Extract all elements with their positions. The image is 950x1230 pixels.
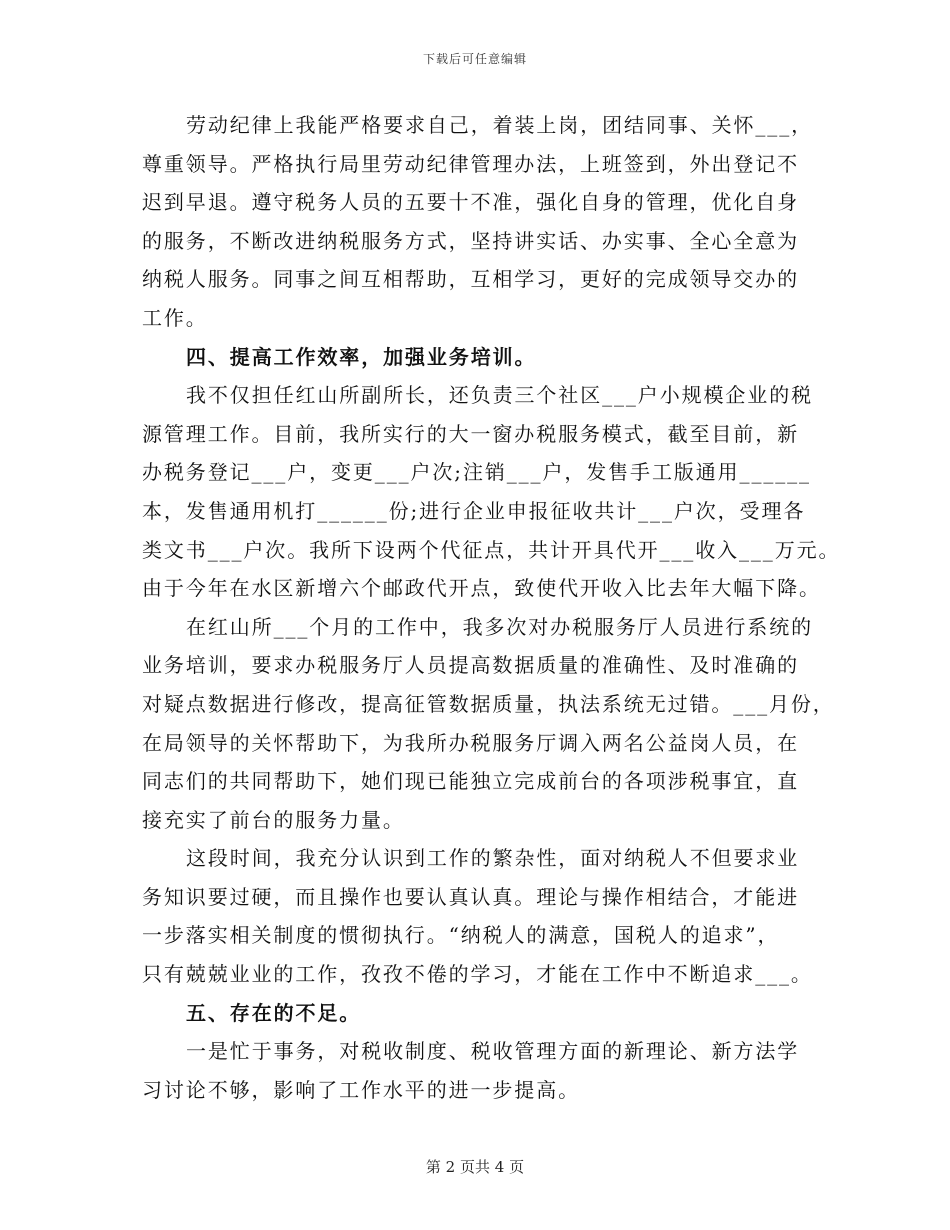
paragraph-line: 一步落实相关制度的惯彻执行。“纳税人的满意，国税人的追求”， (142, 923, 780, 948)
page-footer: 第 2 页共 4 页 (425, 1158, 525, 1176)
paragraph-line: 务知识要过硬，而且操作也要认真认真。理论与操作相结合，才能进 (142, 884, 799, 909)
paragraph-line: 一是忙于事务，对税收制度、税收管理方面的新理论、新方法学 (186, 1039, 800, 1064)
paragraph-line: 本，发售通用机打______份;进行企业申报征收共计___户次，受理各 (142, 498, 806, 523)
section-heading: 五、存在的不足。 (186, 1000, 362, 1025)
document-body (142, 106, 841, 1109)
paragraph-line: 接充实了前台的服务力量。 (142, 807, 405, 832)
paragraph-line: 只有兢兢业业的工作，孜孜不倦的学习，才能在工作中不断追求___。 (142, 962, 813, 987)
paragraph-line: 这段时间，我充分认识到工作的繁杂性，面对纳税人不但要求业 (186, 846, 800, 871)
paragraph-line: 我不仅担任红山所副所长，还负责三个社区___户小规模企业的税 (186, 383, 813, 408)
page-header: 下载后可任意编辑 (422, 52, 527, 66)
paragraph-line: 类文书___户次。我所下设两个代征点，共计开具代开___收入___万元。 (142, 537, 841, 562)
paragraph-line: 尊重领导。严格执行局里劳动纪律管理办法，上班签到，外出登记不 (142, 151, 799, 176)
paragraph-line: 工作。 (142, 305, 208, 330)
section-heading: 四、提高工作效率，加强业务培训。 (186, 344, 537, 369)
paragraph-line: 业务培训，要求办税服务厅人员提高数据质量的准确性、及时准确的 (142, 653, 799, 678)
paragraph-line: 源管理工作。目前，我所实行的大一窗办税服务模式，截至目前，新 (142, 421, 799, 446)
paragraph-line: 在红山所___个月的工作中，我多次对办税服务厅人员进行系统的 (186, 614, 813, 639)
paragraph-line: 习讨论不够，影响了工作水平的进一步提高。 (142, 1077, 580, 1102)
paragraph-line: 办税务登记___户，变更___户次;注销___户，发售手工版通用______ (142, 460, 811, 485)
paragraph-line: 对疑点数据进行修改，提高征管数据质量，执法系统无过错。___月份， (142, 691, 835, 716)
paragraph-line: 迟到早退。遵守税务人员的五要十不准，强化自身的管理，优化自身 (142, 190, 799, 215)
paragraph-line: 纳税人服务。同事之间互相帮助，互相学习，更好的完成领导交办的 (142, 267, 799, 292)
paragraph-line: 同志们的共同帮助下，她们现已能独立完成前台的各项涉税事宜，直 (142, 769, 799, 794)
paragraph-line: 由于今年在水区新增六个邮政代开点，致使代开收入比去年大幅下降。 (142, 576, 821, 601)
paragraph-line: 在局领导的关怀帮助下，为我所办税服务厅调入两名公益岗人员，在 (142, 730, 799, 755)
paragraph-line: 劳动纪律上我能严格要求自己，着装上岗，团结同事、关怀___， (186, 113, 813, 137)
paragraph-line: 的服务，不断改进纳税服务方式，坚持讲实话、办实事、全心全意为 (142, 228, 799, 253)
